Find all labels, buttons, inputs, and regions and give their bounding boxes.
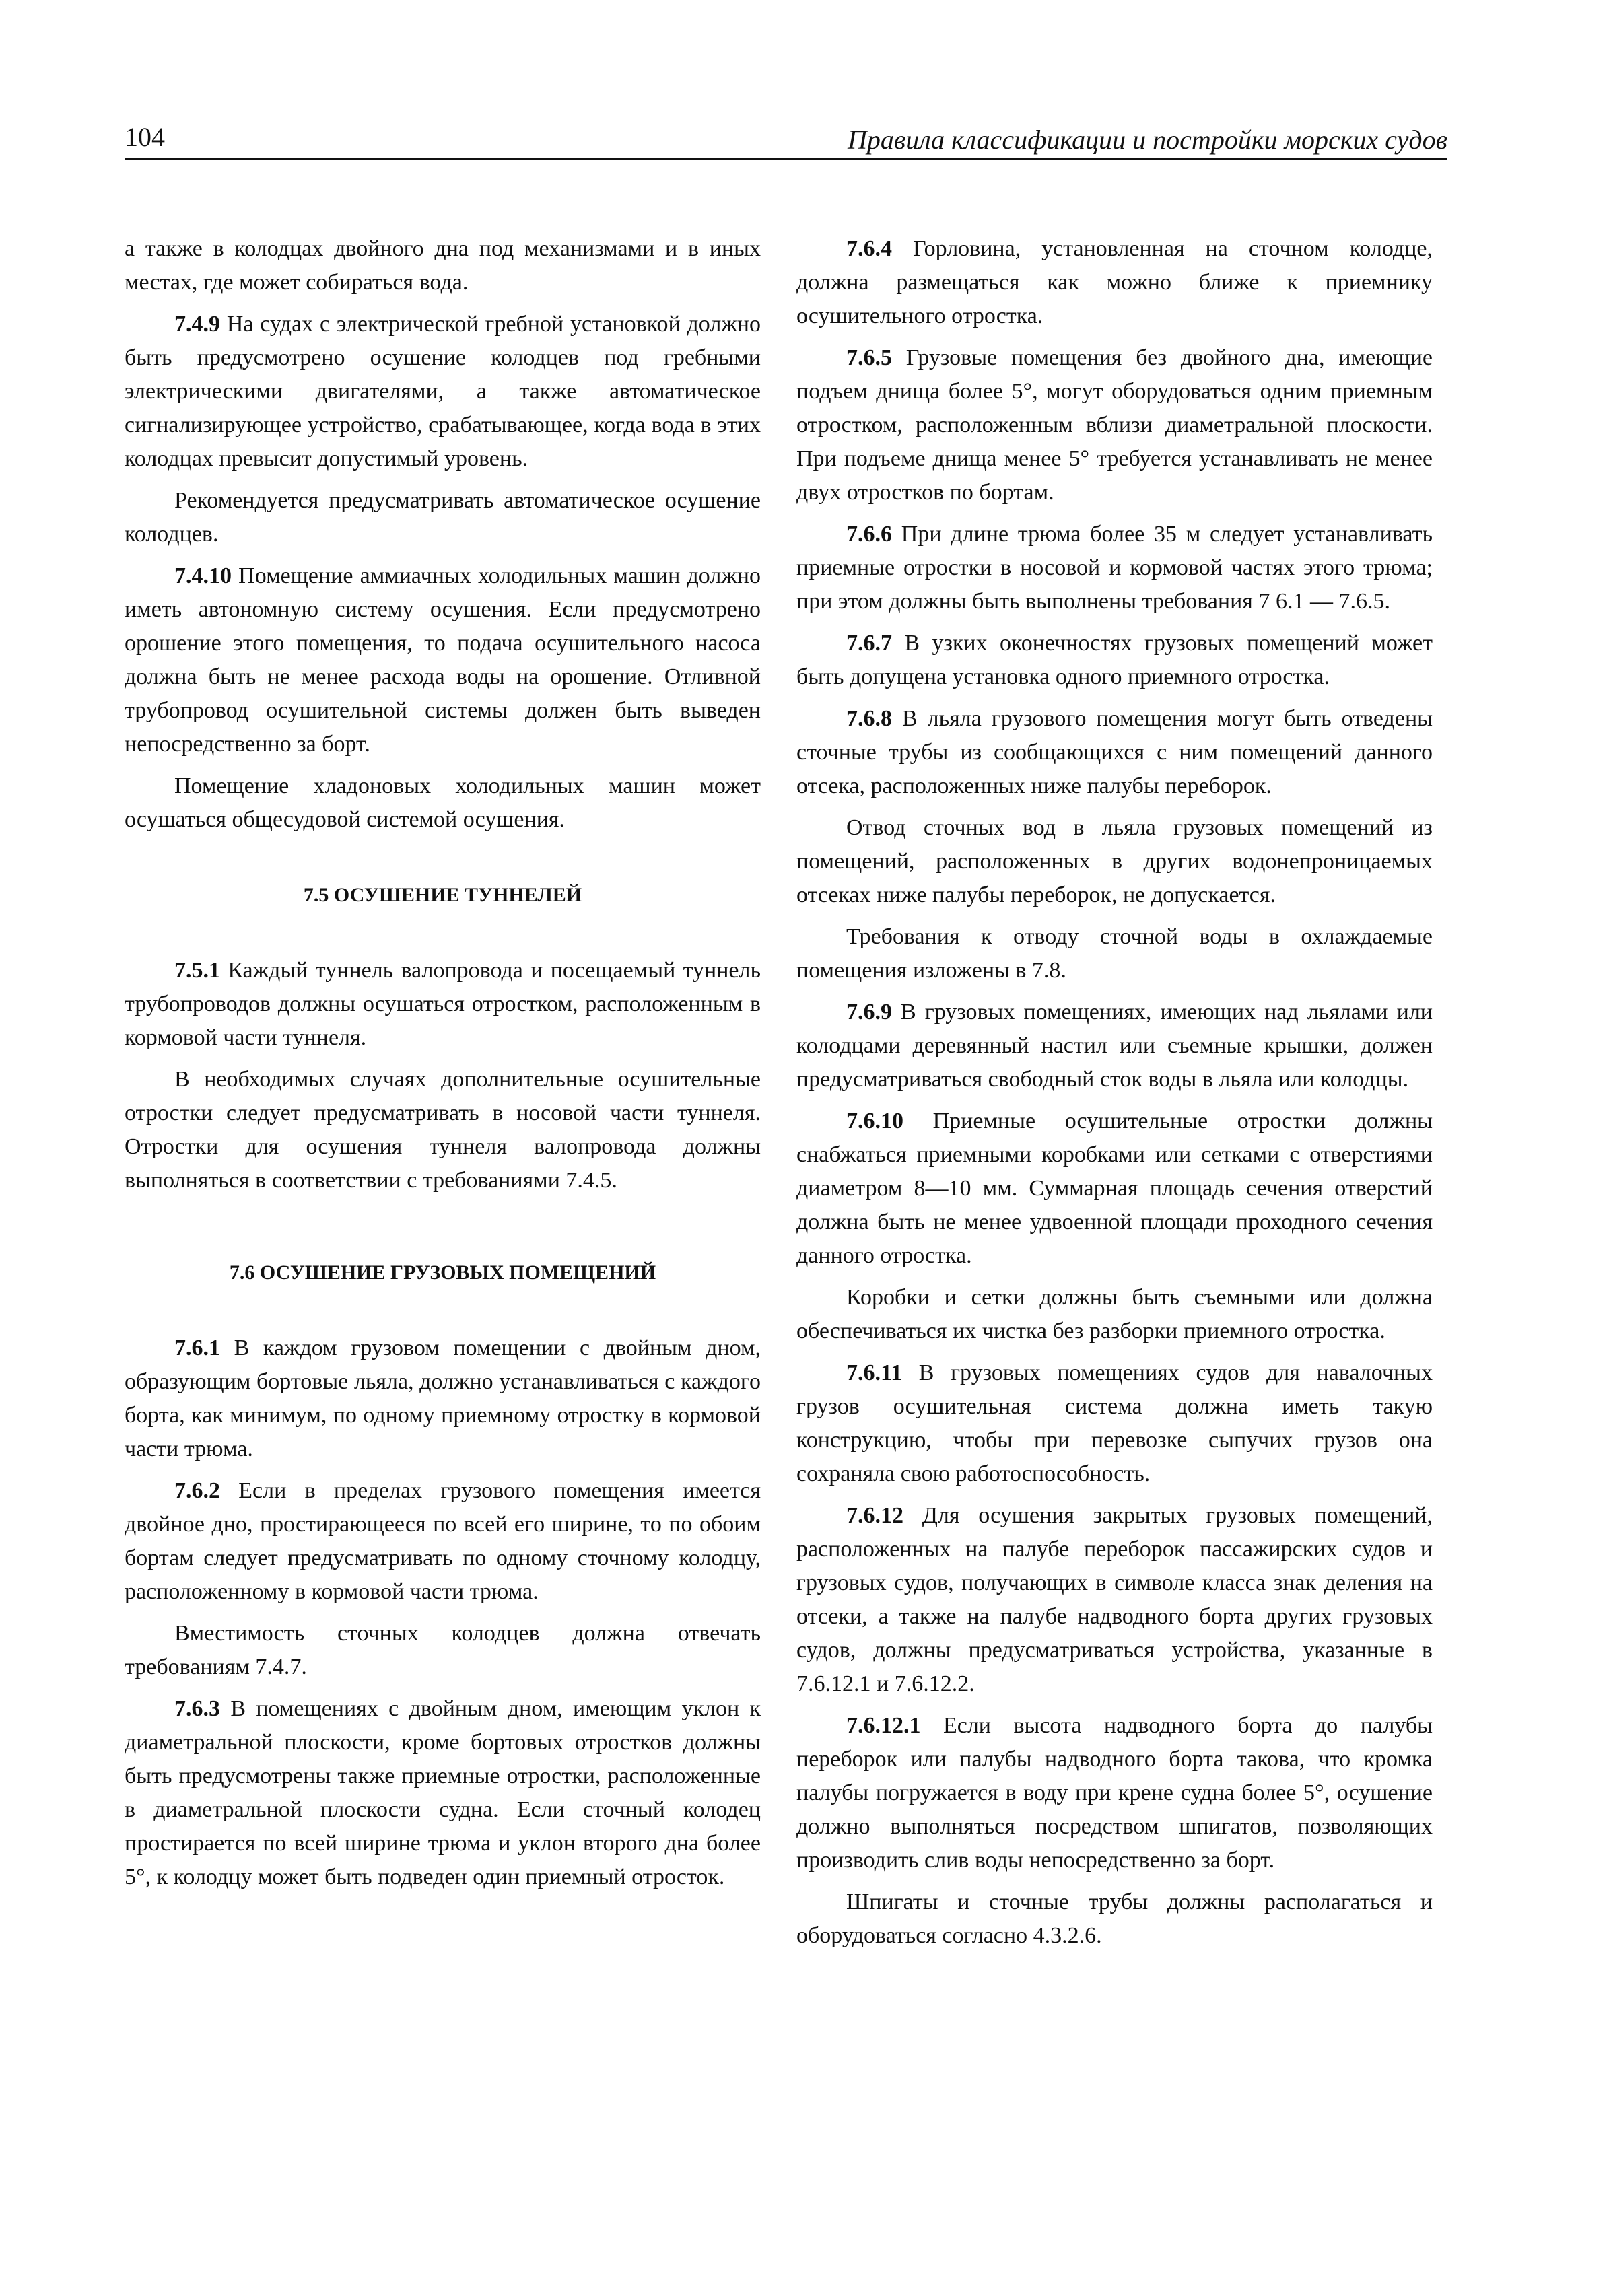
paragraph-7-6-6 bbox=[796, 518, 1433, 619]
paragraph-text: Если высота надводного борта до палубы переборок или палубы надводного борта такова, что кромка палубы погружается в воду при крене судна более 5°, осушение должно выполняться посредством шпигатов, позволяющих производить слив воды непосредственно за борт. bbox=[796, 1713, 1433, 1873]
paragraph-7-4-9-recommendation: Рекомендуется предусматривать автоматическое осушение колодцев. bbox=[125, 488, 761, 547]
paragraph-7-5-1-additional: В необходимых случаях дополнительные осушительные отростки следует предусматривать в носовой части туннеля. Отростки для осушения туннеля валопровода должны выполняться в соответствии с требованиями 7.4.5. bbox=[125, 1067, 761, 1193]
clause-number: 7.6.8 bbox=[846, 706, 892, 731]
section-heading-7-5: 7.5 ОСУШЕНИЕ ТУННЕЛЕЙ bbox=[303, 884, 582, 906]
clause-number: 7.6.1 bbox=[174, 1335, 220, 1360]
paragraph-7-4-10 bbox=[125, 559, 761, 761]
paragraph-text: В льяла грузового помещения могут быть отведены сточные трубы из сообщающихся с ним помещений данного отсека, расположенных ниже палубы переборок. bbox=[796, 706, 1433, 798]
clause-number: 7.6.3 bbox=[174, 1696, 220, 1721]
paragraph-text: Каждый туннель валопровода и посещаемый туннель трубопроводов должны осушаться отростком, расположенным в кормовой части туннеля. bbox=[125, 958, 761, 1050]
paragraph-7-6-3 bbox=[125, 1692, 761, 1894]
paragraph-continuation: а также в колодцах двойного дна под механизмами и в иных местах, где может собираться вода. bbox=[125, 236, 761, 295]
paragraph-7-6-8-refrigerated: Требования к отводу сточной воды в охлаждаемые помещения изложены в 7.8. bbox=[796, 924, 1433, 983]
paragraph-text: В грузовых помещениях судов для навалочных грузов осушительная система должна иметь такую конструкцию, чтобы при перевозке сыпучих грузов она сохраняла свою работоспособность. bbox=[796, 1360, 1433, 1486]
paragraph-text: В каждом грузовом помещении с двойным дном, образующим бортовые льяла, должно устанавливаться с каждого борта, как минимум, по одному приемному отростку в кормовой части трюма. bbox=[125, 1335, 761, 1461]
paragraph-text: В грузовых помещениях, имеющих над льялами или колодцами деревянный настил или съемные крышки, должен предусматриваться свободный сток воды в льяла или колодцы. bbox=[796, 1000, 1433, 1092]
paragraph-text: На судах с электрической гребной установкой должно быть предусмотрено осушение колодцев под гребными электрическими двигателями, а также автоматическое сигнализирующее устройство, срабатывающее, когда вода в этих колодцах превысит допустимый уровень. bbox=[125, 312, 761, 471]
running-title: Правила классификации и постройки морских судов bbox=[847, 125, 1447, 155]
paragraph-text: Горловина, установленная на сточном колодце, должна размещаться как можно ближе к приемнику осушительного отростка. bbox=[796, 236, 1433, 328]
paragraph-text: При длине трюма более 35 м следует устанавливать приемные отростки в носовой и кормовой частях этого трюма; при этом должны быть выполнены требования 7 6.1 — 7.6.5. bbox=[796, 522, 1433, 614]
left-column bbox=[125, 232, 761, 1902]
paragraph-7-5-1 bbox=[125, 954, 761, 1055]
paragraph-text: В помещениях с двойным дном, имеющим уклон к диаметральной плоскости, кроме бортовых отростков должны быть предусмотрены также приемные отростки, расположенные в диаметральной плоскости судна. Если сточный колодец простирается по всей ширине трюма и уклон второго дна более 5°, к колодцу может быть подведен один приемный отросток. bbox=[125, 1696, 761, 1889]
clause-number: 7.6.12.1 bbox=[846, 1713, 921, 1738]
paragraph-7-4-10-freon: Помещение хладоновых холодильных машин может осушаться общесудовой системой осушения. bbox=[125, 773, 761, 832]
clause-number: 7.6.9 bbox=[846, 1000, 892, 1024]
paragraph-text: Для осушения закрытых грузовых помещений, расположенных на палубе переборок пассажирских судов и грузовых судов, получающих в символе класса знак деления на отсеки, а также на палубе надводного борта других грузовых судов, должны предусматриваться устройства, указанные в 7.6.12.1 и 7.6.12.2. bbox=[796, 1503, 1433, 1696]
paragraph-7-6-8 bbox=[796, 702, 1433, 803]
paragraph-7-6-5 bbox=[796, 341, 1433, 510]
paragraph-text: Помещение аммиачных холодильных машин должно иметь автономную систему осушения. Если предусмотрено орошение этого помещения, то подача осушительного насоса должна быть не менее расхода воды на орошение. Отливной трубопровод осушительной системы должен быть выведен непосредственно за борт. bbox=[125, 563, 761, 757]
paragraph-7-6-2-capacity: Вместимость сточных колодцев должна отвечать требованиям 7.4.7. bbox=[125, 1621, 761, 1679]
paragraph-7-4-9 bbox=[125, 308, 761, 476]
clause-number: 7.6.12 bbox=[846, 1503, 903, 1528]
clause-number: 7.6.5 bbox=[846, 345, 892, 370]
right-column bbox=[796, 232, 1433, 1961]
paragraph-text: Приемные осушительные отростки должны снабжаться приемными коробками или сетками с отверстиями диаметром 8—10 мм. Суммарная площадь сечения отверстий должна быть не менее удвоенной площади проходного сечения данного отростка. bbox=[796, 1109, 1433, 1268]
paragraph-7-6-1 bbox=[125, 1331, 761, 1466]
clause-number: 7.6.4 bbox=[846, 236, 892, 261]
clause-number: 7.6.2 bbox=[174, 1478, 220, 1503]
paragraph-7-6-11 bbox=[796, 1356, 1433, 1491]
clause-number: 7.4.9 bbox=[174, 312, 220, 337]
paragraph-7-6-12-1-scuppers: Шпигаты и сточные трубы должны располагаться и оборудоваться согласно 4.3.2.6. bbox=[796, 1889, 1433, 1948]
page-number: 104 bbox=[125, 122, 165, 152]
paragraph-7-6-10 bbox=[796, 1105, 1433, 1273]
paragraph-text: Грузовые помещения без двойного дна, имеющие подъем днища более 5°, могут оборудоваться одним приемным отростком, расположенным вблизи диаметральной плоскости. При подъеме днища менее 5° требуется устанавливать не менее двух отростков по бортам. bbox=[796, 345, 1433, 505]
section-heading-7-6: 7.6 ОСУШЕНИЕ ГРУЗОВЫХ ПОМЕЩЕНИЙ bbox=[229, 1261, 656, 1284]
clause-number: 7.4.10 bbox=[174, 563, 232, 588]
page-header bbox=[125, 114, 1447, 162]
paragraph-7-6-8-drainage: Отвод сточных вод в льяла грузовых помещений из помещений, расположенных в других водонепроницаемых отсеках ниже палубы переборок, не допускается. bbox=[796, 815, 1433, 907]
clause-number: 7.5.1 bbox=[174, 958, 220, 983]
clause-number: 7.6.10 bbox=[846, 1109, 903, 1134]
clause-number: 7.6.7 bbox=[846, 631, 892, 656]
clause-number: 7.6.6 bbox=[846, 522, 892, 547]
paragraph-7-6-4 bbox=[796, 232, 1433, 333]
paragraph-text: В узких оконечностях грузовых помещений может быть допущена установка одного приемного отростка. bbox=[796, 631, 1433, 689]
paragraph-7-6-10-boxes: Коробки и сетки должны быть съемными или должна обеспечиваться их чистка без разборки приемного отростка. bbox=[796, 1285, 1433, 1344]
paragraph-7-6-7 bbox=[796, 627, 1433, 694]
clause-number: 7.6.11 bbox=[846, 1360, 903, 1385]
paragraph-text: Если в пределах грузового помещения имеется двойное дно, простирающееся по всей его ширине, то по обоим бортам следует предусматривать по одному сточному колодцу, расположенному в кормовой части трюма. bbox=[125, 1478, 761, 1604]
paragraph-7-6-12 bbox=[796, 1499, 1433, 1701]
paragraph-7-6-12-1 bbox=[796, 1709, 1433, 1877]
header-rule bbox=[125, 158, 1447, 160]
paragraph-7-6-2 bbox=[125, 1474, 761, 1609]
paragraph-7-6-9 bbox=[796, 996, 1433, 1097]
